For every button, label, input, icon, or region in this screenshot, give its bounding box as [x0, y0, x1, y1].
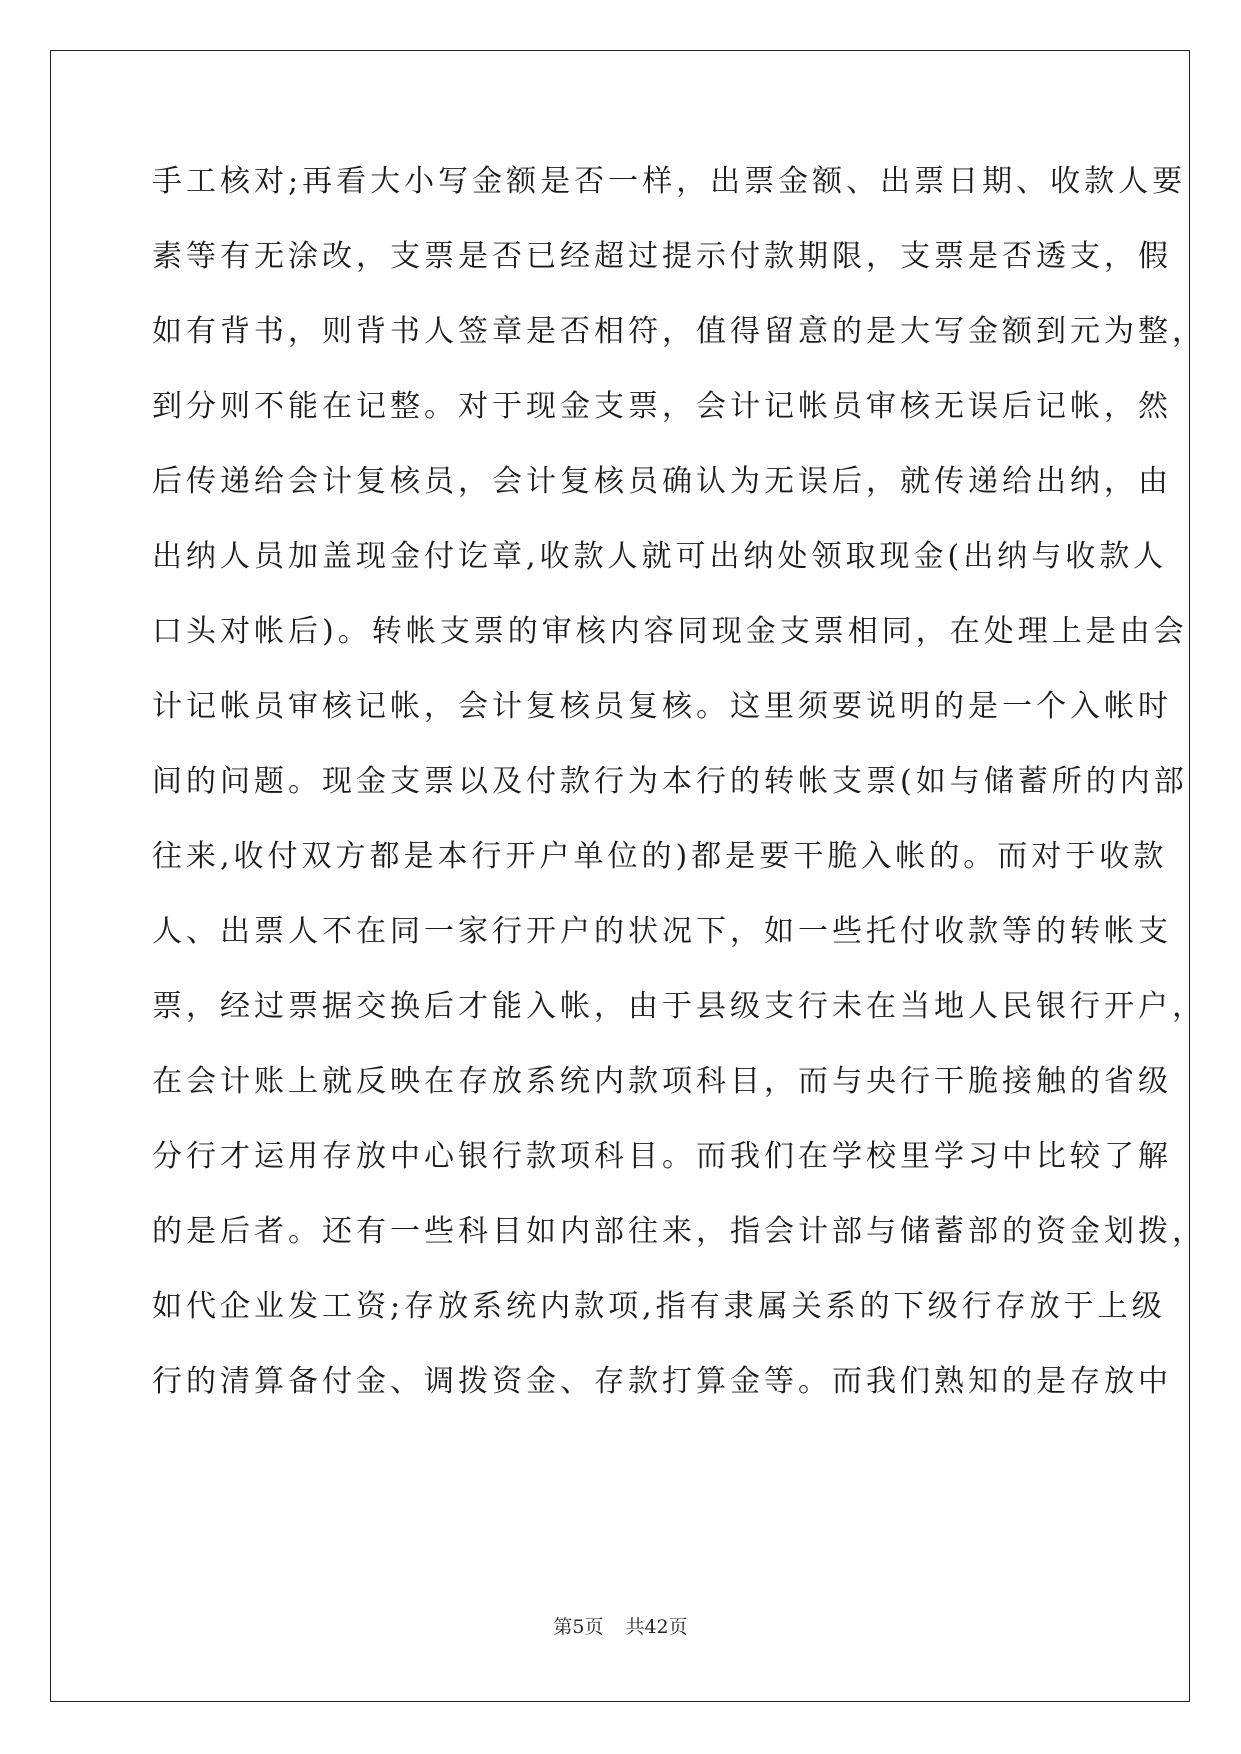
page-total: 共42页 [625, 1616, 688, 1638]
text-line: 计记帐员审核记帐，会计复核员复核。这里须要说明的是一个入帐时 [152, 689, 1172, 724]
text-line: 的是后者。还有一些科目如内部往来，指会计部与储蓄部的资金划拨， [152, 1214, 1206, 1249]
page-number: 第5页 [553, 1616, 604, 1638]
text-line: 如代企业发工资;存放系统内款项,指有隶属关系的下级行存放于上级 [152, 1289, 1166, 1324]
text-line: 票，经过票据交换后才能入帐，由于县级支行未在当地人民银行开户， [152, 989, 1206, 1024]
text-line: 后传递给会计复核员，会计复核员确认为无误后，就传递给出纳，由 [152, 464, 1172, 499]
text-line: 如有背书，则背书人签章是否相符，值得留意的是大写金额到元为整， [152, 314, 1206, 349]
text-line: 口头对帐后)。转帐支票的审核内容同现金支票相同，在处理上是由会 [152, 614, 1188, 649]
text-line: 到分则不能在记整。对于现金支票，会计记帐员审核无误后记帐，然 [152, 389, 1172, 424]
page-footer [0, 1612, 1241, 1639]
text-line: 在会计账上就反映在存放系统内款项科目，而与央行干脆接触的省级 [152, 1064, 1172, 1099]
text-line: 手工核对;再看大小写金额是否一样，出票金额、出票日期、收款人要 [152, 164, 1187, 199]
text-line: 素等有无涂改，支票是否已经超过提示付款期限，支票是否透支，假 [152, 239, 1172, 274]
text-line: 出纳人员加盖现金付讫章,收款人就可出纳处领取现金(出纳与收款人 [152, 539, 1168, 574]
text-line: 间的问题。现金支票以及付款行为本行的转帐支票(如与储蓄所的内部 [152, 764, 1188, 799]
text-line: 往来,收付双方都是本行开户单位的)都是要干脆入帐的。而对于收款 [152, 839, 1168, 874]
text-line: 人、出票人不在同一家行开户的状况下，如一些托付收款等的转帐支 [152, 914, 1172, 949]
text-line: 分行才运用存放中心银行款项科目。而我们在学校里学习中比较了解 [152, 1139, 1172, 1174]
body-text [152, 160, 1206, 1435]
text-line: 行的清算备付金、调拨资金、存款打算金等。而我们熟知的是存放中 [152, 1364, 1172, 1399]
